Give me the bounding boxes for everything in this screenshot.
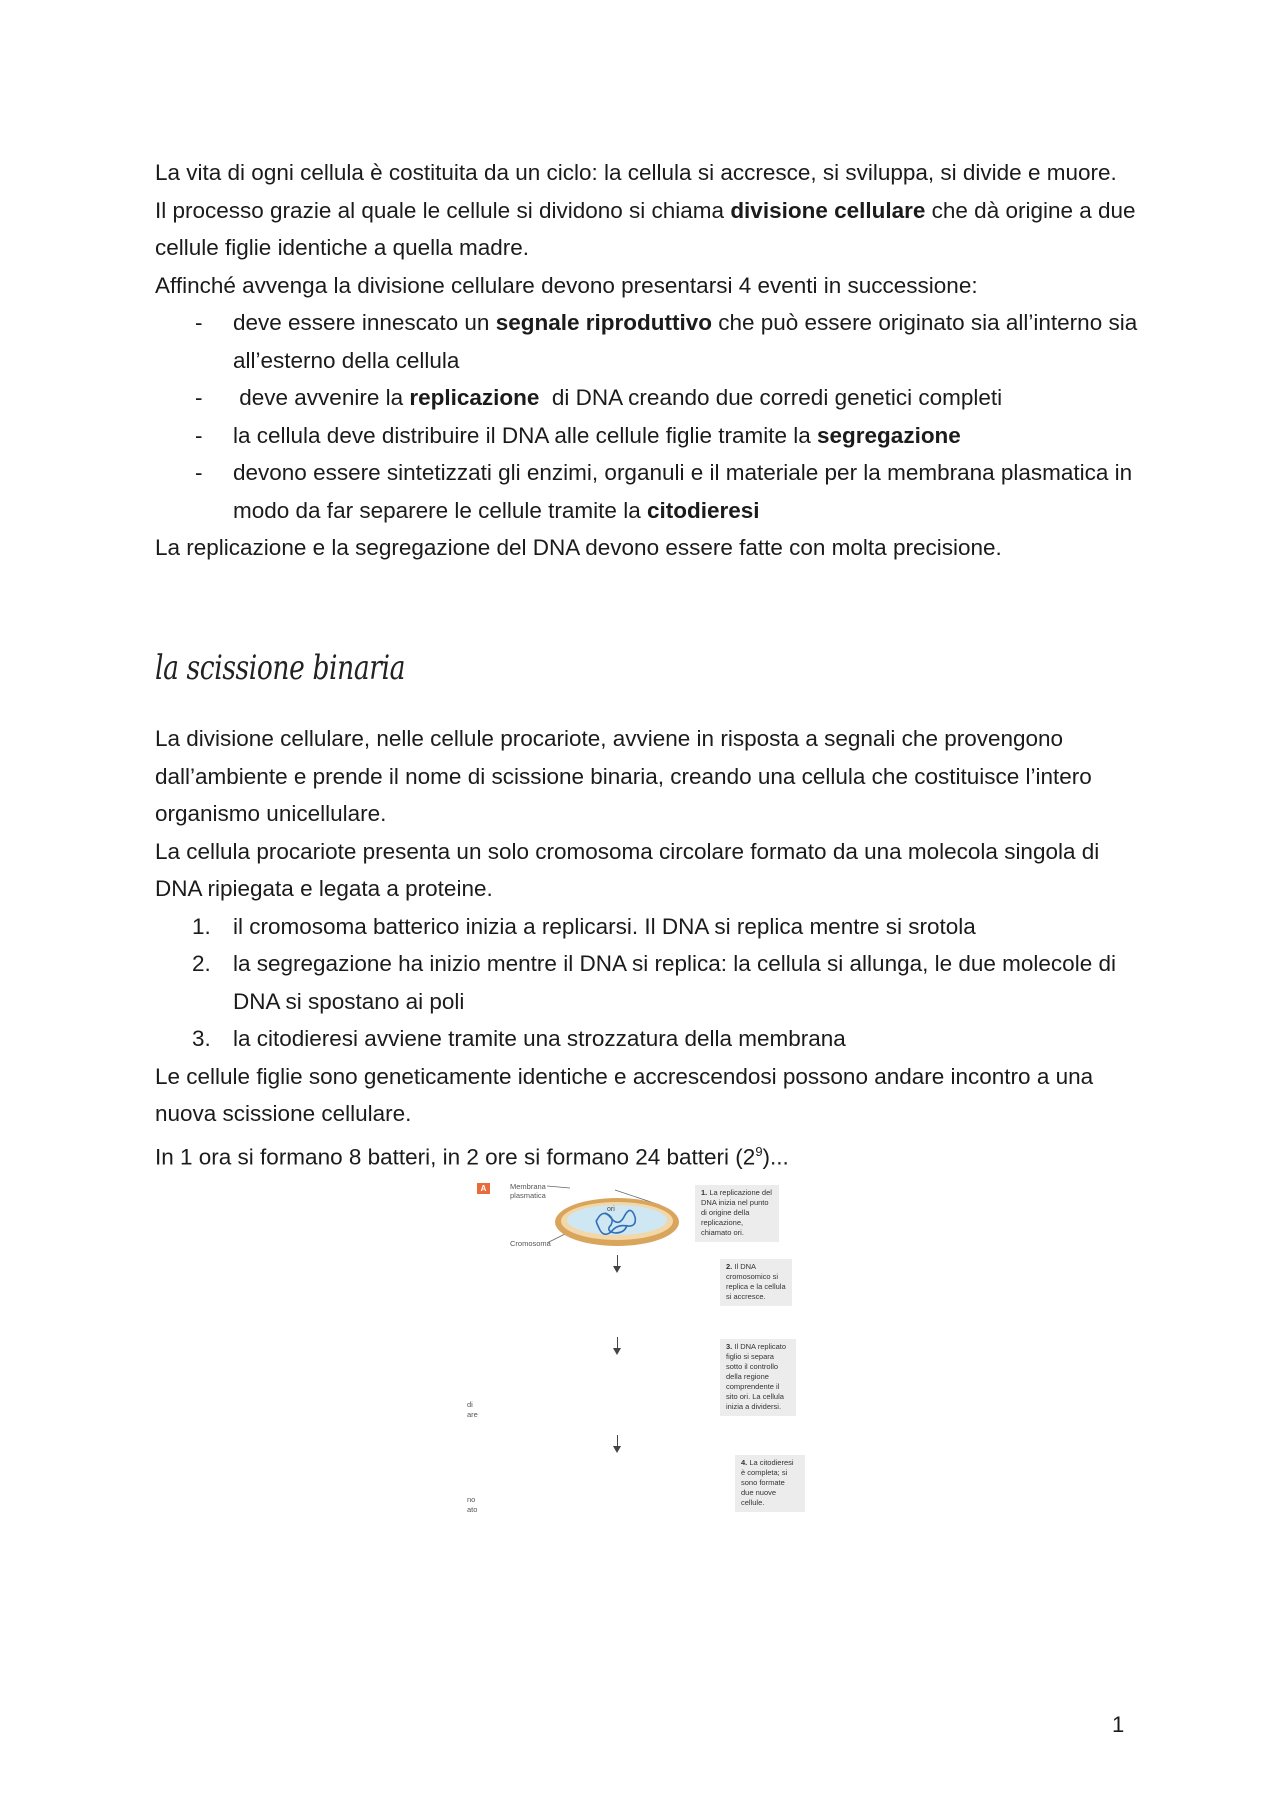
- bullet-marker: -: [195, 310, 203, 335]
- text-run: deve avvenire la: [233, 385, 410, 410]
- term: segnale riproduttivo: [495, 310, 712, 335]
- section-block: [155, 720, 1145, 1176]
- term: replicazione: [409, 385, 540, 410]
- cell-stage-1: [555, 1198, 679, 1246]
- bullet-marker: -: [195, 385, 203, 410]
- caption-step-1: [695, 1185, 779, 1242]
- section-paragraph-1: La divisione cellulare, nelle cellule procariote, avviene in risposta a segnali che provengono dall’ambiente e prende il nome di scissione binaria, creando una cellula che costituisce l’intero organismo unicellulare.: [155, 726, 1092, 826]
- binary-fission-figure: [465, 1175, 820, 1535]
- step-number: 3.: [192, 1026, 211, 1051]
- section-paragraph-3: Le cellule figlie sono geneticamente identiche e accrescendosi possono andare incontro a una nuova scissione cellulare.: [155, 1063, 1094, 1126]
- text-run: che dà origine a due cellule figlie identiche a quella madre.: [155, 197, 1136, 260]
- arrow-down-icon: [617, 1337, 618, 1353]
- list-item: [155, 379, 1145, 417]
- events-list: [155, 304, 1145, 529]
- caption-number: 1.: [701, 1188, 708, 1197]
- leader-line: [547, 1186, 570, 1188]
- label-membrana: Membrana: [510, 1182, 546, 1191]
- list-item: [155, 454, 1145, 529]
- step-text: il cromosoma batterico inizia a replicarsi. Il DNA si replica mentre si srotola: [233, 913, 976, 939]
- step-number: 2.: [192, 951, 211, 976]
- label-cut-2: are: [467, 1410, 478, 1419]
- text-run: devono essere sintetizzati gli enzimi, organuli e il materiale per la membrana plasmatica in modo da far separere le cellule tramite la: [233, 460, 1133, 523]
- arrow-down-icon: [617, 1255, 618, 1271]
- list-item: [155, 945, 1145, 1020]
- term: citodieresi: [646, 497, 760, 523]
- label-cromosoma: Cromosoma: [510, 1239, 551, 1248]
- figure-badge: A: [477, 1183, 490, 1194]
- section-title: la scissione binaria: [155, 648, 406, 688]
- list-item: [155, 417, 1145, 455]
- label-cut-1: di: [467, 1400, 473, 1409]
- text-run: In 1 ora si formano 8 batteri, in 2 ore si formano 24 batteri (2: [155, 1144, 756, 1169]
- text-run: di DNA creando due corredi genetici completi: [539, 385, 1003, 410]
- section-paragraph-4: [155, 1133, 1145, 1176]
- caption-number: 2.: [726, 1262, 733, 1271]
- term-divisione-cellulare: divisione cellulare: [730, 197, 926, 223]
- label-cut-4: ato: [467, 1505, 478, 1514]
- bullet-marker: -: [195, 422, 203, 448]
- list-item: [155, 1020, 1145, 1058]
- label-plasmatica: plasmatica: [510, 1191, 546, 1200]
- term: segregazione: [817, 422, 961, 448]
- label-cut-3: no: [467, 1495, 476, 1504]
- step-text: la segregazione ha inizio mentre il DNA si replica: la cellula si allunga, le due molecole di DNA si spostano ai poli: [233, 951, 1116, 1014]
- intro-paragraph-2: [155, 192, 1145, 267]
- caption-step-4: [735, 1455, 805, 1512]
- label-ori: ori: [607, 1206, 615, 1213]
- steps-list: [155, 908, 1145, 1058]
- caption-text: La replicazione del DNA inizia nel punto di origine della replicazione, chiamato ori.: [701, 1188, 772, 1237]
- list-item: [155, 304, 1145, 379]
- intro-paragraph-1: La vita di ogni cellula è costituita da un ciclo: la cellula si accresce, si sviluppa, si divide e muore.: [155, 160, 1117, 185]
- page-number: 1: [1112, 1712, 1125, 1737]
- bullet-marker: -: [195, 460, 203, 485]
- text-run: Il processo grazie al quale le cellule si dividono si chiama: [155, 197, 731, 223]
- caption-text: Il DNA cromosomico si replica e la cellula si accresce.: [726, 1262, 786, 1301]
- caption-step-3: [720, 1339, 796, 1416]
- intro-block: [155, 154, 1145, 567]
- text-run: deve essere innescato un: [233, 310, 496, 335]
- intro-paragraph-3: Affinché avvenga la divisione cellulare devono presentarsi 4 eventi in successione:: [155, 272, 978, 298]
- caption-number: 4.: [741, 1458, 748, 1467]
- intro-paragraph-4: La replicazione e la segregazione del DNA devono essere fatte con molta precisione.: [155, 535, 1002, 560]
- text-run: )...: [762, 1144, 789, 1169]
- text-run: la cellula deve distribuire il DNA alle cellule figlie tramite la: [233, 422, 818, 448]
- caption-step-2: [720, 1259, 792, 1306]
- list-item: [155, 908, 1145, 946]
- step-number: 1.: [192, 913, 211, 939]
- arrow-down-icon: [617, 1435, 618, 1451]
- caption-number: 3.: [726, 1342, 733, 1351]
- step-text: la citodieresi avviene tramite una strozzatura della membrana: [233, 1026, 846, 1051]
- text-run: che può essere originato sia all’interno sia all’esterno della cellula: [233, 310, 1138, 373]
- exponent: 9: [755, 1143, 763, 1159]
- section-paragraph-2: La cellula procariote presenta un solo cromosoma circolare formato da una molecola singola di DNA ripiegata e legata a proteine.: [155, 838, 1100, 901]
- caption-text: La citodieresi è completa; si sono formate due nuove cellule.: [741, 1458, 794, 1507]
- caption-text: Il DNA replicato figlio si separa sotto il controllo della regione comprendente il sito ori. La cellula inizia a dividersi.: [726, 1342, 787, 1411]
